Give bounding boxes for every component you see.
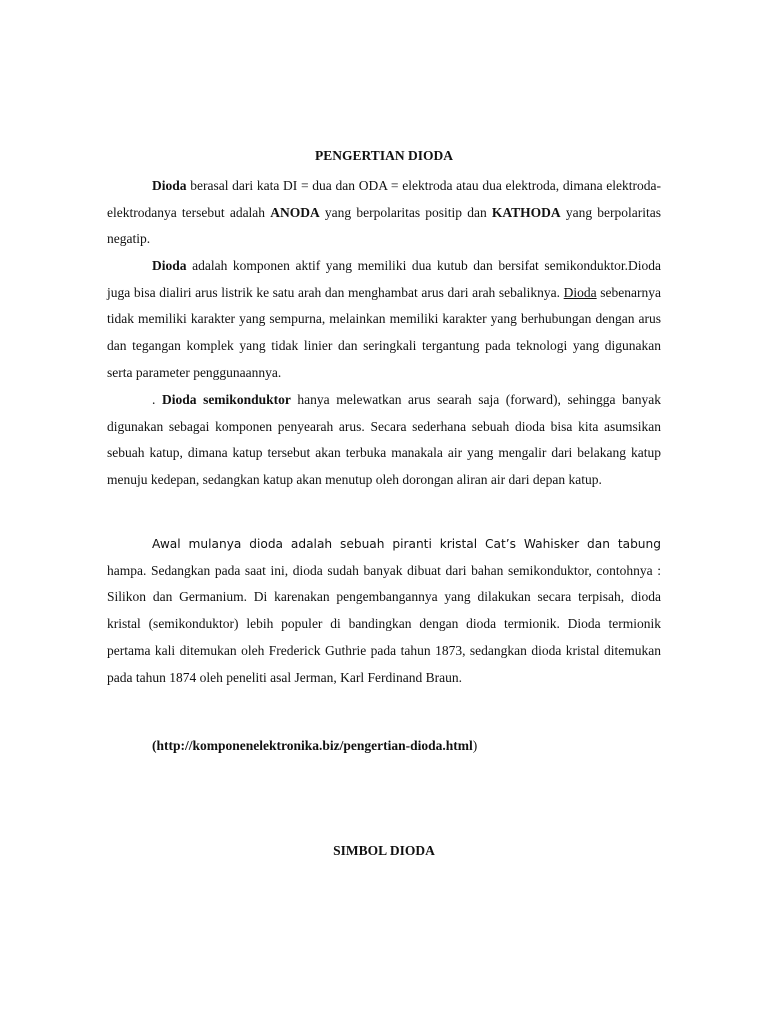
source-reference — [152, 738, 477, 754]
underlined-term-dioda: Dioda — [563, 284, 597, 300]
term-kathoda: KATHODA — [491, 204, 561, 220]
paragraph-text: berasal dari kata DI = dua dan ODA = elektroda atau dua elektroda, dimana elektroda-elektrodanya tersebut adalah — [107, 178, 661, 220]
reference-bracket: ) — [472, 738, 478, 753]
term-dioda: Dioda — [152, 258, 187, 273]
paragraph-text: yang berpolaritas positip dan — [319, 204, 492, 220]
term-anoda: ANODA — [270, 204, 320, 220]
paragraph-text: yang berpolaritas negatip. — [107, 204, 661, 247]
paragraph-text: . — [152, 392, 162, 407]
sans-serif-sentence: Awal mulanya dioda adalah sebuah piranti kristal Cat’s Wahisker dan tabung — [152, 537, 661, 551]
paragraph-dioda-semikonduktor — [107, 387, 661, 494]
reference-bracket: ( — [152, 738, 157, 753]
page-title: PENGERTIAN DIODA — [315, 148, 453, 163]
paragraph-dioda-history — [107, 531, 661, 691]
term-dioda: Dioda — [152, 178, 187, 193]
paragraph-text: adalah komponen aktif yang memiliki dua kutub dan bersifat semikonduktor.Dioda juga bisa dialiri arus listrik ke satu arah dan menghambat arus dari arah sebaliknya. — [107, 258, 661, 300]
paragraph-text: sebenarnya tidak memiliki karakter yang sempurna, melainkan memiliki karakter yang berhubungan dengan arus dan tegangan komplek yang tidak linier dan seringkali tergantung pada teknologi yang digunakan serta parameter penggunaannya. — [107, 284, 661, 380]
reference-link[interactable]: http://komponenelektronika.biz/pengertian-dioda.html — [156, 738, 473, 753]
paragraph-text: hampa. Sedangkan pada saat ini, dioda sudah banyak dibuat dari bahan semikonduktor, contohnya : Silikon dan Germanium. Di karenakan pengembangannya yang dilakukan secara terpisah, dioda kristal (semikonduktor) lebih populer di bandingkan dengan dioda termionik. Dioda termionik pertama kali ditemukan oleh Frederick Guthrie pada tahun 1873, sedangkan dioda kristal ditemukan pada tahun 1874 oleh peneliti asal Jerman, Karl Ferdinand Braun. — [107, 562, 661, 685]
section-title: SIMBOL DIODA — [333, 843, 435, 858]
paragraph-dioda-origin — [107, 173, 661, 253]
paragraph-dioda-definition — [107, 253, 661, 387]
paragraph-text: hanya melewatkan arus searah saja (forward), sehingga banyak digunakan sebagai komponen penyearah arus. Secara sederhana sebuah dioda bisa kita asumsikan sebuah katup, dimana katup tersebut akan terbuka manakala air yang mengalir dari belakang katup menuju kedepan, sedangkan katup akan menutup oleh dorongan aliran air dari depan katup. — [107, 392, 662, 488]
term-dioda-semikonduktor: Dioda semikonduktor — [161, 392, 291, 407]
